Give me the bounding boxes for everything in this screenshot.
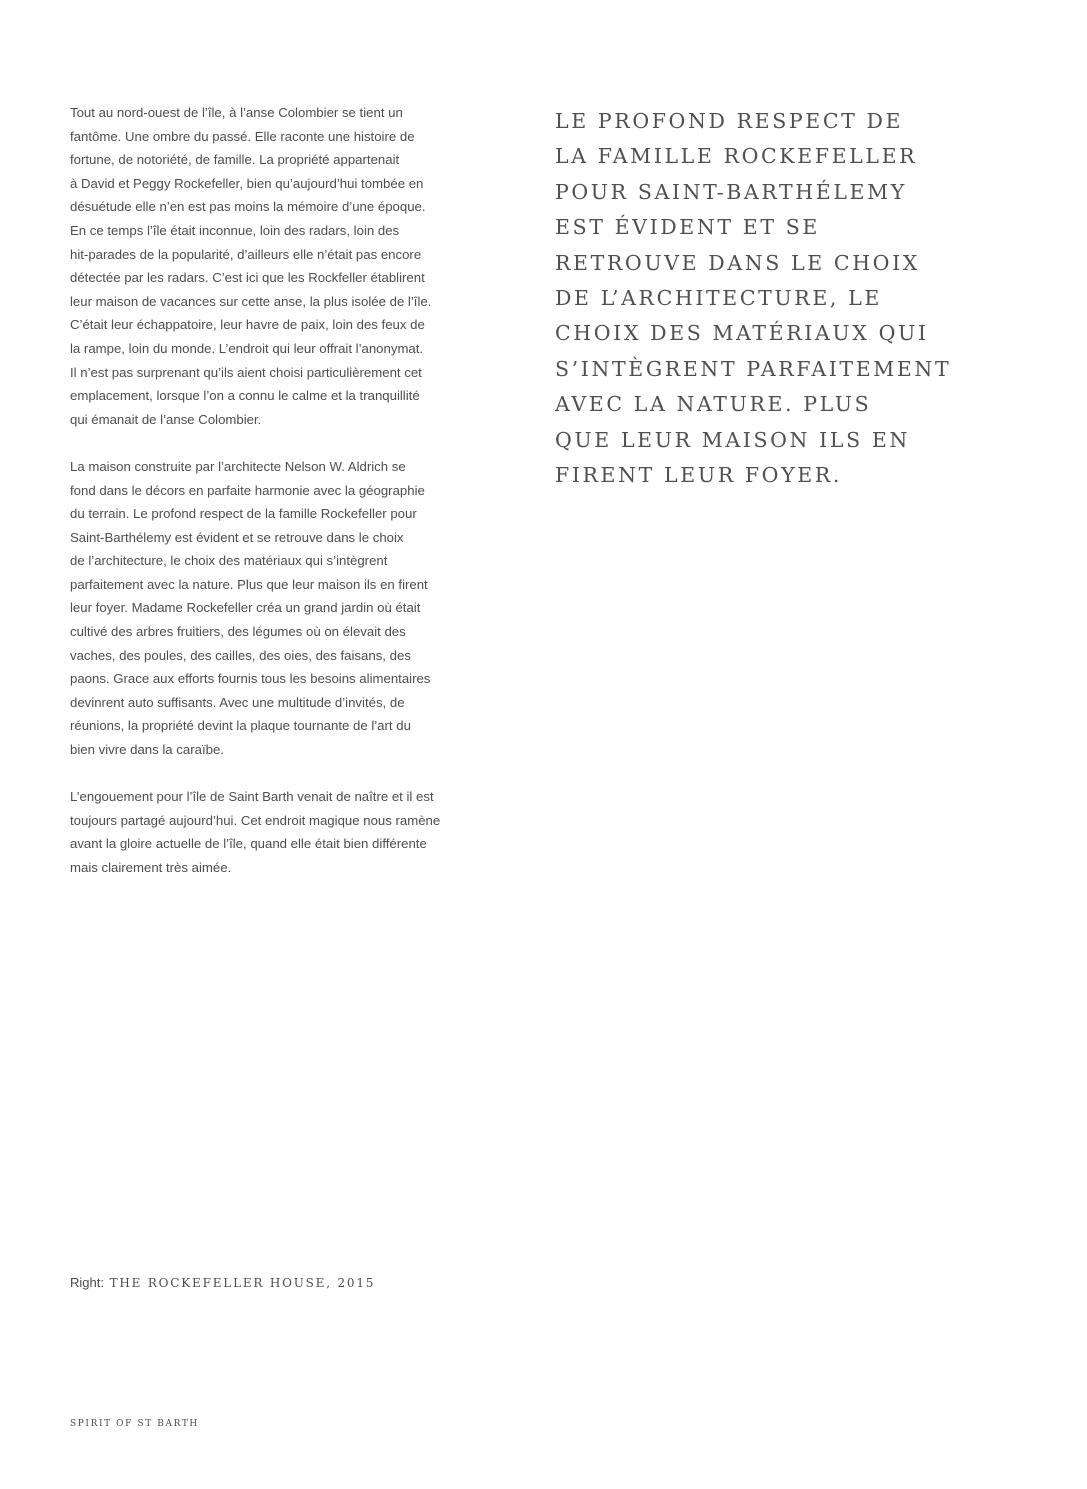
image-caption: [70, 1273, 375, 1293]
text-line: parfaitement avec la nature. Plus que leur maison ils en firent: [70, 576, 428, 592]
publication-footer: SPIRIT OF ST BARTH: [70, 1419, 199, 1429]
pull-quote-line: FIRENT LEUR FOYER.: [555, 463, 842, 488]
text-line: du terrain. Le profond respect de la famille Rockefeller pour: [70, 506, 417, 522]
pull-quote-line: LE PROFOND RESPECT DE: [555, 109, 904, 133]
text-line: emplacement, lorsque l’on a connu le calme et la tranquillité: [70, 388, 420, 404]
pull-quote-line: AVEC LA NATURE. PLUS: [555, 392, 872, 417]
text-line: vaches, des poules, des cailles, des oies, des faisans, des: [70, 647, 411, 663]
text-line: hit-parades de la popularité, d’ailleurs elle n’était pas encore: [70, 246, 422, 262]
text-line: à David et Peggy Rockefeller, bien qu’aujourd’hui tombée en: [70, 175, 424, 191]
text-line: fortune, de notoriété, de famille. La propriété appartenait: [70, 152, 400, 168]
text-line: En ce temps l’île était inconnue, loin des radars, loin des: [70, 222, 400, 238]
text-line: cultivé des arbres fruitiers, des légumes où on élevait des: [70, 624, 406, 640]
text-line: avant la gloire actuelle de l’île, quand elle était bien différente: [70, 836, 427, 852]
text-line: Saint-Barthélemy est évident et se retrouve dans le choix: [70, 529, 404, 545]
caption-prefix: Right:: [70, 1275, 104, 1290]
text-line: fond dans le décors en parfaite harmonie avec la géographie: [70, 482, 425, 498]
paragraph-1: [70, 101, 480, 431]
pull-quote-line: CHOIX DES MATÉRIAUX QUI: [555, 321, 929, 346]
text-line: leur foyer. Madame Rockefeller créa un grand jardin où était: [70, 600, 421, 616]
body-text-column: [70, 101, 480, 903]
text-line: mais clairement très aimée.: [70, 860, 232, 875]
pull-quote: [555, 104, 985, 493]
text-line: paons. Grace aux efforts fournis tous les besoins alimentaires: [70, 671, 431, 687]
text-line: de l’architecture, le choix des matériaux qui s’intègrent: [70, 553, 388, 569]
pull-quote-line: RETROUVE DANS LE CHOIX: [555, 250, 920, 275]
pull-quote-line: DE L’ARCHITECTURE, LE: [555, 286, 882, 311]
text-line: La maison construite par l’architecte Nelson W. Aldrich se: [70, 458, 406, 474]
paragraph-2: [70, 455, 480, 762]
text-line: qui émanait de l’anse Colombier.: [70, 411, 262, 427]
pull-quote-line: S’INTÈGRENT PARFAITEMENT: [555, 356, 952, 381]
text-line: leur maison de vacances sur cette anse, la plus isolée de l’île.: [70, 293, 432, 309]
text-line: détectée par les radars. C’est ici que les Rockfeller établirent: [70, 270, 425, 286]
pull-quote-line: POUR SAINT-BARTHÉLEMY: [555, 179, 907, 204]
text-line: L’engouement pour l’île de Saint Barth venait de naître et il est: [70, 789, 434, 805]
text-line: réunions, la propriété devint la plaque tournante de l’art du: [70, 718, 411, 734]
text-line: devinrent auto suffisants. Avec une multitude d’invités, de: [70, 694, 405, 710]
text-line: Il n’est pas surprenant qu’ils aient choisi particulièrement cet: [70, 364, 422, 380]
text-line: désuétude elle n’en est pas moins la mémoire d’une époque.: [70, 199, 426, 215]
text-line: toujours partagé aujourd’hui. Cet endroit magique nous ramène: [70, 812, 441, 828]
caption-title: THE ROCKEFELLER HOUSE, 2015: [109, 1276, 376, 1290]
pull-quote-line: EST ÉVIDENT ET SE: [555, 215, 820, 240]
text-line: Tout au nord-ouest de l’île, à l’anse Colombier se tient un: [70, 105, 403, 120]
text-line: fantôme. Une ombre du passé. Elle raconte une histoire de: [70, 128, 415, 144]
text-line: bien vivre dans la caraïbe.: [70, 742, 224, 758]
paragraph-3: [70, 785, 480, 879]
text-line: la rampe, loin du monde. L’endroit qui leur offrait l’anonymat.: [70, 340, 424, 356]
pull-quote-line: LA FAMILLE ROCKEFELLER: [555, 144, 918, 169]
text-line: C’était leur échappatoire, leur havre de paix, loin des feux de: [70, 317, 425, 333]
pull-quote-line: QUE LEUR MAISON ILS EN: [555, 427, 910, 452]
